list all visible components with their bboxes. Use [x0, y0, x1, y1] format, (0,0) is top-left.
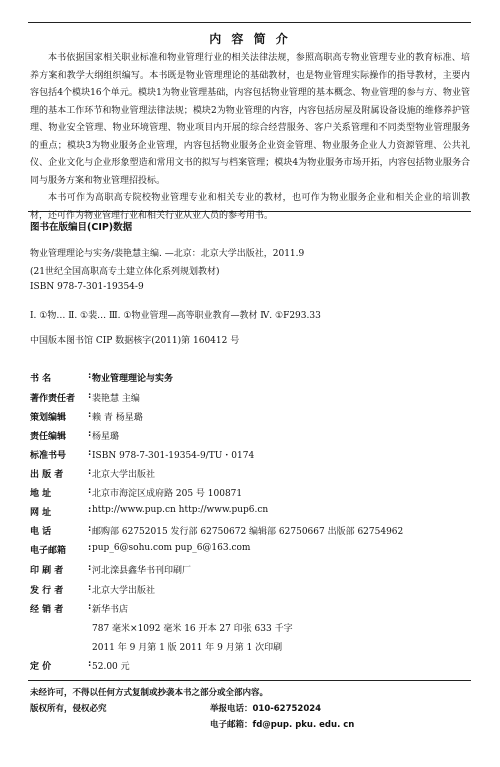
cip-line-3: ISBN 978-7-301-19354-9	[30, 282, 144, 292]
footer-rule	[28, 680, 471, 681]
rights-notice: 版权所有，侵权必究	[30, 704, 107, 714]
section-rule	[28, 211, 471, 212]
cip-line-2: (21世纪全国高职高专土建立体化系列规划教材)	[30, 267, 220, 277]
value-seller: 新华书店	[92, 605, 129, 615]
label-website: 网 址	[30, 508, 52, 518]
label-price: 定 价	[30, 662, 52, 672]
label-isbn: 标准书号	[30, 451, 67, 461]
value-email: pup_6@sohu.com pup_6@163.com	[92, 543, 251, 553]
copyright-page: 内 容 简 介 本书依据国家相关职业标准和物业管理行业的相关法律法规，参照高职高专物业管理专业的教育标准、培养方案和教学大纲组织编写。本书既是物业管理理论的基础教材，也是物业管理实际操作的指导教材，主要内容包括4个模块16个单元。模块1为物业管理基础，内容包括物业管理的基本概念、物业管理的参与方、物业管理的基本工作环节和物业管理法律法规；模块2为物业管理的内容，内容包括房屋及附属设备设施的维修养护管理、物业安全管理、物业环境管理、物业项目内开展的综合经营服务、客户关系管理和不同类型物业管理服务的重点；模块3为物业服务企业管理，内容包括物业服务企业资金管理、物业服务企业人力资源管理、公共礼仪、企业文化与企业形象塑造和常用文书的拟写与档案管理；模块4为物业服务市场开拓，内容包括物业服务合同与服务方案和物业管理招投标。 本书可作为高职高专院校物业管理专业和相关专业的教材，也可作为物业服务企业和相关企业的培训教材，还可作为物业管理行业和相关行业从业人员的参考用书。 图书在版编目(CIP)数据 物业管理理论与实务/裴艳慧主编. —北京：北京大学出版社，2011.9 (21世纪全国高职高专土建立体化系列规划教材) ISBN 978-7-301-19354-9 Ⅰ. ①物… Ⅱ. ①裴… Ⅲ. ①物业管理—高等职业教育—教材 Ⅳ. ①F293.33 中国版本图书馆 CIP 数据核字(2011)第 160412 号 书 名 : 物业管理理论与实务 著作责任者 : 裴艳慧 主编 策划编辑 : 赖 青 杨星璐 责任编辑 : 杨星璐 标准书号 : ISBN 978-7-301-19354-9/TU・0174 出 版 者 : 北京大学出版社 地 址 : 北京市海淀区成府路 205 号 100871 网 址 : http://www.pup.cn http://www.pup6.cn 电 话 : 邮购部 62752015 发行部 62750672 编辑部 62750667 出版部 62754962 电子邮箱 : pup_6@sohu.com pup_6@163.com 印 刷 者 : 河北滦县鑫华书刊印刷厂 发 行 者 : 北京大学出版社 经 销 者 : 新华书店 787 毫米×1092 毫米 16 开本 27 印张 633 千字 2011 年 9 月第 1 版 2011 年 9 月第 1 次印刷 定 价 : 52.00 元 未经许可，不得以任何方式复制或抄袭本书之部分或全部内容。 版权所有，侵权必究 举报电话：010-62752024 电子邮箱：fd@pup. pku. edu. cn	[0, 0, 500, 767]
value-phone: 邮购部 62752015 发行部 62750672 编辑部 62750667 出版部 62754962	[92, 527, 404, 537]
cip-line-4: Ⅰ. ①物… Ⅱ. ①裴… Ⅲ. ①物业管理—高等职业教育—教材 Ⅳ. ①F293.33	[30, 311, 321, 321]
page-title: 内 容 简 介	[209, 32, 291, 46]
summary-paragraph-1: 本书依据国家相关职业标准和物业管理行业的相关法律法规，参照高职高专物业管理专业的教育标准、培养方案和教学大纲组织编写。本书既是物业管理理论的基础教材，也是物业管理实际操作的指导教材，主要内容包括4个模块16个单元。模块1为物业管理基础，内容包括物业管理的基本概念、物业管理的参与方、物业管理的基本工作环节和物业管理法律法规；模块2为物业管理的内容，内容包括房屋及附属设备设施的维修养护管理、物业安全管理、物业环境管理、物业项目内开展的综合经营服务、客户关系管理和不同类型物业管理服务的重点；模块3为物业服务企业管理，内容包括物业服务企业资金管理、物业服务企业人力资源管理、公共礼仪、企业文化与企业形象塑造和常用文书的拟写与档案管理；模块4为物业服务市场开拓，内容包括物业服务合同与服务方案和物业管理招投标。	[30, 53, 470, 186]
value-planner: 赖 青 杨星璐	[92, 413, 143, 423]
report-email: 电子邮箱：fd@pup. pku. edu. cn	[210, 720, 355, 730]
label-printer: 印 刷 者	[30, 566, 64, 576]
label-distributor: 发 行 者	[30, 586, 64, 596]
top-rule	[28, 22, 471, 23]
value-book-title: 物业管理理论与实务	[92, 374, 174, 384]
value-website: http://www.pup.cn http://www.pup6.cn	[92, 505, 269, 515]
label-author: 著作责任者	[30, 394, 76, 404]
cip-line-1: 物业管理理论与实务/裴艳慧主编. —北京：北京大学出版社，2011.9	[30, 249, 305, 259]
value-isbn: ISBN 978-7-301-19354-9/TU・0174	[92, 451, 255, 461]
summary-text	[30, 50, 470, 225]
report-phone: 举报电话：010-62752024	[210, 704, 322, 714]
cip-line-5: 中国版本图书馆 CIP 数据核字(2011)第 160412 号	[30, 336, 240, 346]
value-address: 北京市海淀区成府路 205 号 100871	[92, 489, 243, 499]
value-printer: 河北滦县鑫华书刊印刷厂	[92, 566, 192, 576]
value-format: 787 毫米×1092 毫米 16 开本 27 印张 633 千字	[92, 624, 293, 634]
value-editor: 杨星璐	[92, 432, 120, 442]
label-planner: 策划编辑	[30, 413, 67, 423]
summary-paragraph-2: 本书可作为高职高专院校物业管理专业和相关专业的教材，也可作为物业服务企业和相关企业的培训教材，还可作为物业管理行业和相关行业从业人员的参考用书。	[30, 193, 470, 221]
value-publisher: 北京大学出版社	[92, 470, 156, 480]
label-address: 地 址	[30, 489, 52, 499]
label-email: 电子邮箱	[30, 546, 67, 556]
reproduction-notice: 未经许可，不得以任何方式复制或抄袭本书之部分或全部内容。	[30, 688, 269, 698]
value-edition: 2011 年 9 月第 1 版 2011 年 9 月第 1 次印刷	[92, 643, 283, 653]
value-author: 裴艳慧 主编	[92, 394, 140, 404]
label-phone: 电 话	[30, 527, 52, 537]
value-price: 52.00 元	[92, 662, 130, 672]
value-distributor: 北京大学出版社	[92, 586, 156, 596]
cip-heading: 图书在版编目(CIP)数据	[30, 222, 133, 233]
label-book-title: 书 名	[30, 374, 52, 384]
label-seller: 经 销 者	[30, 605, 64, 615]
label-editor: 责任编辑	[30, 432, 67, 442]
label-publisher: 出 版 者	[30, 470, 64, 480]
